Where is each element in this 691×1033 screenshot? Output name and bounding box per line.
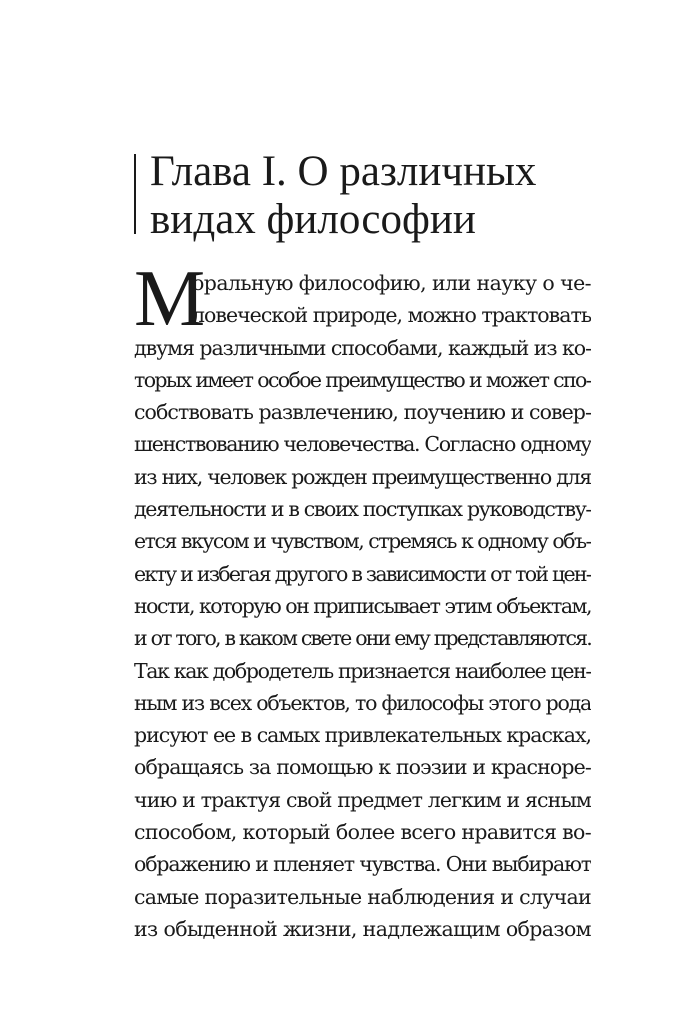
paragraph-line: ображению и пленяет чувства. Они выбирают xyxy=(134,852,591,877)
paragraph-line: деятельности и в своих поступках руководству- xyxy=(134,497,591,522)
paragraph-line: собствовать развлечению, поучению и совер- xyxy=(134,400,591,425)
paragraph-line: ловеческой природе, можно трактовать xyxy=(192,303,591,328)
paragraph-line: шенствованию человечества. Согласно одному xyxy=(134,432,591,457)
paragraph-line: оральную философию, или науку о че- xyxy=(192,271,591,295)
chapter-heading xyxy=(134,148,654,244)
paragraph-line: двумя различными способами, каждый из ко- xyxy=(134,335,591,360)
paragraph-line: из обыденной жизни, надлежащим образом xyxy=(134,916,591,941)
paragraph-line: Так как добродетель признается наиболее цен- xyxy=(134,658,591,683)
paragraph-line: и от того, в каком свете они ему представляются. xyxy=(134,626,591,651)
body-paragraph xyxy=(134,255,591,945)
paragraph-line: самые поразительные наблюдения и случаи xyxy=(134,884,591,909)
paragraph-line: ным из всех объектов, то философы этого рода xyxy=(134,690,591,715)
paragraph-line: ется вкусом и чувством, стремясь к одному объ- xyxy=(134,529,591,554)
paragraph-line: обращаясь за помощью к поэзии и красноре- xyxy=(134,755,591,780)
chapter-title-line: видах философии xyxy=(150,196,476,243)
paragraph-line: екту и избегая другого в зависимости от той цен- xyxy=(134,561,591,586)
paragraph-line: способом, который более всего нравится во- xyxy=(134,820,591,845)
paragraph-line: из них, человек рожден преимущественно для xyxy=(134,464,591,489)
paragraph-line: чию и трактуя свой предмет легким и ясным xyxy=(134,787,591,812)
paragraph-line: рисуют ее в самых привлекательных красках, xyxy=(134,723,591,748)
chapter-title-line: Глава I. О различных xyxy=(150,148,537,195)
paragraph-line: торых имеет особое преимущество и может спо- xyxy=(134,367,591,392)
chapter-title xyxy=(150,148,654,244)
paragraph-line: ности, которую он приписывает этим объектам, xyxy=(134,593,591,618)
drop-cap: М xyxy=(134,255,206,343)
heading-vertical-rule xyxy=(134,154,136,234)
